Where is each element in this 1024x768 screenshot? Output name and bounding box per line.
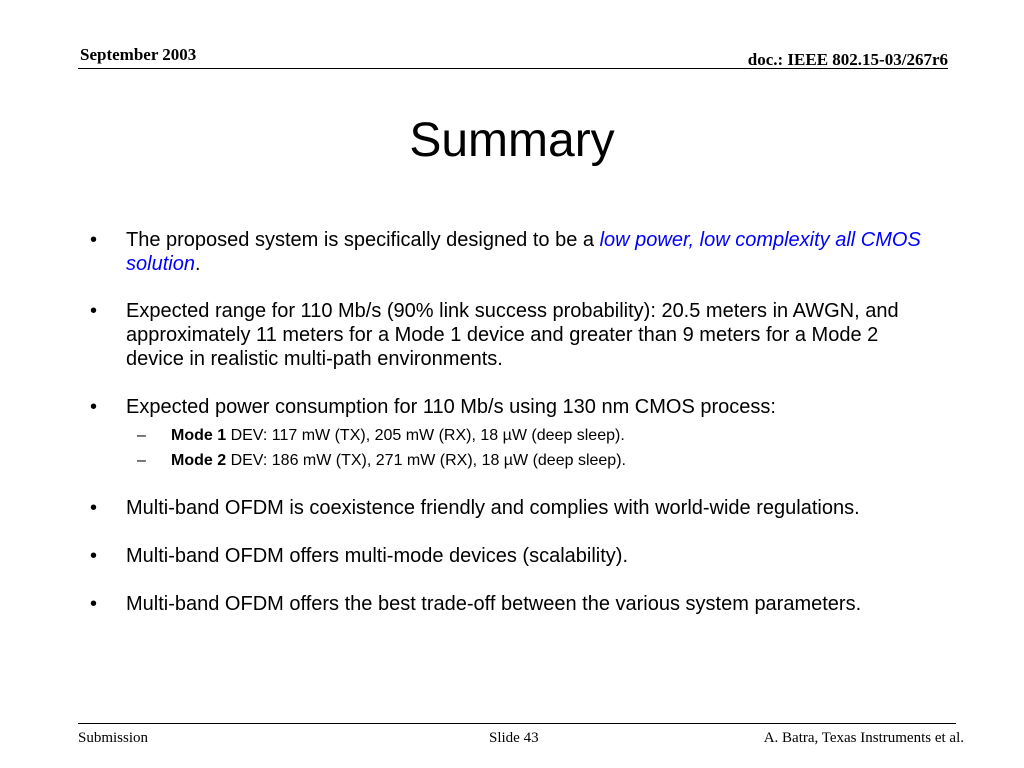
bullet-dot-icon: •: [90, 300, 98, 322]
mode-label: Mode 1: [171, 427, 227, 444]
bullet-dot-icon: •: [90, 545, 98, 567]
bullet-text: Expected power consumption for 110 Mb/s using 130 nm CMOS process:: [126, 396, 776, 418]
bullet-item-range: [0, 299, 941, 371]
mode-text: DEV: 186 mW (TX), 271 mW (RX), 18 µW (deep sleep).: [226, 452, 626, 469]
footer-divider: [78, 723, 956, 724]
bullet-text: Multi-band OFDM offers multi-mode devices (scalability).: [126, 545, 629, 567]
bullet-item-multimode: [0, 544, 941, 568]
footer-slide-number: Slide 43: [489, 730, 539, 746]
bullet-dot-icon: •: [90, 593, 98, 615]
bullet-dot-icon: •: [90, 229, 98, 251]
header-doc-id: doc.: IEEE 802.15-03/267r6: [747, 50, 948, 69]
bullet-text: The proposed system is specifically designed to be a: [126, 229, 600, 251]
footer-submission: Submission: [78, 730, 149, 746]
bullet-item-tradeoff: [0, 592, 941, 616]
sub-bullet-mode-1: [0, 423, 1024, 448]
slide-title: Summary: [409, 114, 615, 167]
bullet-item-power: [0, 395, 941, 419]
bullet-dot-icon: •: [90, 497, 98, 519]
dash-icon: –: [137, 427, 146, 444]
bullet-emphasis: low power, low complexity all CMOS solution: [126, 229, 921, 275]
bullet-item-design: [0, 228, 941, 276]
mode-text: DEV: 117 mW (TX), 205 mW (RX), 18 µW (deep sleep).: [226, 427, 625, 444]
header-divider: [78, 68, 948, 69]
header-date: September 2003: [80, 45, 197, 64]
bullet-text-end: .: [194, 253, 201, 275]
sub-bullet-mode-2: [0, 448, 1024, 473]
footer-author: A. Batra, Texas Instruments et al.: [763, 730, 964, 746]
bullet-item-coexistence: [0, 496, 941, 520]
bullet-list: [0, 228, 1024, 616]
mode-label: Mode 2: [171, 452, 227, 469]
bullet-dot-icon: •: [90, 396, 98, 418]
dash-icon: –: [137, 452, 146, 469]
bullet-text: Multi-band OFDM is coexistence friendly and complies with world-wide regulations.: [126, 497, 860, 519]
bullet-text: Multi-band OFDM offers the best trade-off between the various system parameters.: [126, 593, 862, 615]
bullet-text: Expected range for 110 Mb/s (90% link success probability): 20.5 meters in AWGN, and approximately 11 meters for a Mode 1 device and greater than 9 meters for a Mode 2 device in realistic multi-path environments.: [126, 300, 899, 370]
